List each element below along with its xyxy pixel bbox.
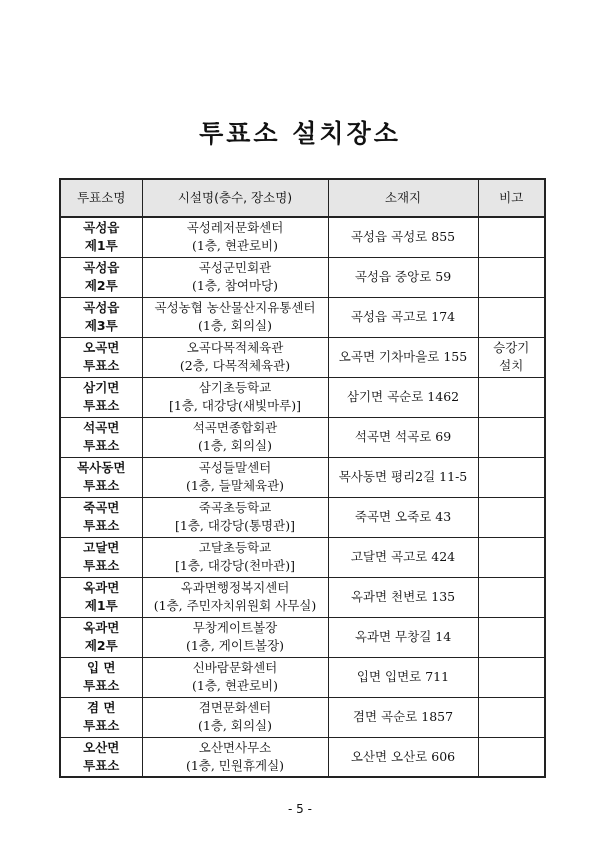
address-cell-line: 옥과면 무창길 14: [354, 629, 452, 644]
facility-cell-line: 옥과면행정복지센터: [180, 580, 290, 595]
facility-cell: [142, 417, 328, 457]
station-name-cell-line: 입 면: [86, 660, 116, 675]
address-cell: [328, 497, 478, 537]
station-name-cell: [60, 657, 142, 697]
note-cell: [478, 457, 545, 497]
facility-cell-line: (1층, 참여마당): [191, 278, 279, 293]
facility-cell-line: 무창게이트볼장: [192, 620, 278, 635]
facility-cell: [142, 297, 328, 337]
facility-cell-line: 오곡다목적체육관: [186, 340, 284, 355]
facility-cell-line: (1층, 회의실): [198, 438, 272, 453]
table-row: [60, 217, 545, 257]
facility-cell-line: 오산면사무소: [198, 739, 272, 755]
table-row: [60, 657, 545, 697]
station-name-cell: [60, 297, 142, 337]
table-row: [60, 337, 545, 377]
address-cell-line: 겸면 곡순로 1857: [352, 709, 454, 724]
station-name-cell: [60, 697, 142, 737]
station-name-cell-line: 제2투: [84, 278, 118, 293]
address-cell-line: 삼기면 곡순로 1462: [346, 389, 460, 404]
address-cell: [328, 657, 478, 697]
polling-stations-table: [59, 178, 546, 778]
document-title: 투표소 설치장소: [199, 119, 401, 148]
address-cell: [328, 577, 478, 617]
table-row: [60, 537, 545, 577]
address-cell: [328, 737, 478, 777]
station-name-cell: [60, 537, 142, 577]
facility-cell-line: [1층, 대강당(새빛마루)]: [168, 398, 301, 413]
address-cell-line: 오곡면 기차마을로 155: [338, 349, 468, 364]
address-cell: [328, 377, 478, 417]
facility-cell: [142, 337, 328, 377]
station-name-cell: [60, 577, 142, 617]
facility-cell-line: (1층, 현관로비): [191, 238, 279, 254]
note-cell: [478, 257, 545, 297]
station-name-cell: [60, 257, 142, 297]
station-name-cell-line: 투표소: [83, 398, 120, 413]
station-name-cell-line: 제2투: [84, 638, 118, 653]
address-cell: [328, 257, 478, 297]
facility-cell-line: (1층, 들말체육관): [185, 478, 285, 493]
address-cell: [328, 337, 478, 377]
station-name-cell: [60, 457, 142, 497]
facility-cell: [142, 737, 328, 777]
address-cell: [328, 217, 478, 257]
facility-cell: [142, 217, 328, 257]
table-header-row: [60, 179, 545, 217]
facility-cell-line: 석곡면종합회관: [192, 420, 278, 435]
table-row: [60, 497, 545, 537]
facility-cell-line: 고달초등학교: [198, 540, 272, 555]
facility-cell: [142, 497, 328, 537]
address-cell-line: 곡성읍 곡성로 855: [350, 229, 456, 245]
station-name-cell: [60, 617, 142, 657]
facility-cell-line: (1층, 주민자치위원회 사무실): [153, 598, 317, 613]
station-name-cell-line: 죽곡면: [83, 500, 120, 515]
station-name-cell-line: 투표소: [83, 558, 120, 573]
address-cell: [328, 297, 478, 337]
facility-cell-line: 곡성레저문화센터: [186, 220, 284, 236]
facility-cell-line: 삼기초등학교: [198, 380, 272, 395]
header-station-name: 투표소명: [60, 179, 142, 217]
station-name-cell-line: 오산면: [83, 739, 120, 755]
address-cell-line: 고달면 곡고로 424: [350, 549, 456, 564]
address-cell: [328, 457, 478, 497]
station-name-cell-line: 제1투: [84, 238, 118, 254]
header-address: 소재지: [328, 179, 478, 217]
address-cell-line: 석곡면 석곡로 69: [354, 429, 452, 444]
note-cell-line: 설치: [499, 358, 524, 373]
station-name-cell-line: 석곡면: [83, 420, 120, 435]
station-name-cell-line: 투표소: [83, 718, 120, 733]
facility-cell-line: (1층, 회의실): [198, 318, 272, 333]
station-name-cell: [60, 497, 142, 537]
facility-cell-line: 겸면문화센터: [198, 700, 272, 715]
address-cell-line: 목사동면 평리2길 11-5: [338, 469, 468, 484]
note-cell: [478, 537, 545, 577]
station-name-cell-line: 곡성읍: [83, 220, 120, 236]
station-name-cell-line: 고달면: [83, 540, 120, 555]
address-cell-line: 곡성읍 곡고로 174: [350, 309, 456, 324]
page-number: - 5 -: [288, 802, 312, 816]
station-name-cell: [60, 337, 142, 377]
facility-cell: [142, 697, 328, 737]
header-facility: 시설명(층수, 장소명): [142, 179, 328, 217]
facility-cell: [142, 617, 328, 657]
facility-cell-line: 곡성군민회관: [198, 260, 272, 275]
facility-cell-line: 곡성농협 농산물산지유통센터: [154, 300, 316, 315]
header-note: 비고: [478, 179, 545, 217]
facility-cell: [142, 657, 328, 697]
address-cell-line: 죽곡면 오죽로 43: [354, 509, 452, 524]
facility-cell-line: 죽곡초등학교: [198, 500, 272, 515]
station-name-cell-line: 투표소: [83, 478, 120, 493]
note-cell: [478, 337, 545, 377]
table-row: [60, 697, 545, 737]
station-name-cell-line: 곡성읍: [83, 260, 120, 275]
station-name-cell-line: 겸 면: [86, 700, 116, 715]
table-row: [60, 737, 545, 777]
facility-cell-line: [1층, 대강당(통명관)]: [175, 518, 295, 533]
table-row: [60, 257, 545, 297]
address-cell-line: 입면 입면로 711: [356, 669, 450, 684]
facility-cell-line: (1층, 현관로비): [191, 678, 279, 693]
address-cell-line: 옥과면 천변로 135: [350, 589, 456, 604]
facility-cell-line: (1층, 게이트볼장): [185, 638, 285, 653]
station-name-cell-line: 제1투: [84, 598, 118, 613]
station-name-cell-line: 옥과면: [83, 580, 120, 595]
station-name-cell: [60, 377, 142, 417]
station-name-cell-line: 투표소: [83, 358, 120, 373]
table-row: [60, 377, 545, 417]
facility-cell-line: 곡성들말센터: [198, 460, 272, 475]
station-name-cell: [60, 217, 142, 257]
station-name-cell-line: 옥과면: [83, 620, 120, 635]
station-name-cell: [60, 737, 142, 777]
note-cell: [478, 377, 545, 417]
facility-cell-line: (2층, 다목적체육관): [179, 358, 291, 373]
station-name-cell-line: 투표소: [83, 757, 120, 773]
station-name-cell: [60, 417, 142, 457]
address-cell: [328, 537, 478, 577]
note-cell: [478, 617, 545, 657]
address-cell: [328, 697, 478, 737]
note-cell: [478, 297, 545, 337]
facility-cell: [142, 257, 328, 297]
note-cell: [478, 497, 545, 537]
table-row: [60, 417, 545, 457]
station-name-cell-line: 투표소: [83, 678, 120, 693]
address-cell-line: 오산면 오산로 606: [350, 748, 456, 764]
address-cell: [328, 417, 478, 457]
facility-cell-line: (1층, 회의실): [198, 718, 272, 733]
station-name-cell-line: 투표소: [83, 438, 120, 453]
table-row: [60, 617, 545, 657]
station-name-cell-line: 삼기면: [83, 380, 120, 395]
station-name-cell-line: 투표소: [83, 518, 120, 533]
facility-cell: [142, 577, 328, 617]
note-cell: [478, 217, 545, 257]
station-name-cell-line: 제3투: [84, 318, 118, 333]
station-name-cell-line: 곡성읍: [83, 300, 120, 315]
address-cell-line: 곡성읍 중앙로 59: [354, 269, 452, 284]
station-name-cell-line: 오곡면: [83, 340, 120, 355]
note-cell: [478, 697, 545, 737]
table-row: [60, 457, 545, 497]
station-name-cell-line: 목사동면: [77, 460, 126, 475]
facility-cell: [142, 537, 328, 577]
facility-cell: [142, 377, 328, 417]
address-cell: [328, 617, 478, 657]
note-cell: [478, 577, 545, 617]
table-row: [60, 577, 545, 617]
facility-cell-line: 신바람문화센터: [192, 660, 278, 675]
facility-cell: [142, 457, 328, 497]
facility-cell-line: [1층, 대강당(천마관)]: [175, 558, 295, 573]
note-cell: [478, 737, 545, 777]
note-cell: [478, 657, 545, 697]
table-row: [60, 297, 545, 337]
note-cell-line: 승강기: [493, 340, 530, 355]
note-cell: [478, 417, 545, 457]
facility-cell-line: (1층, 민원휴게실): [185, 757, 285, 773]
